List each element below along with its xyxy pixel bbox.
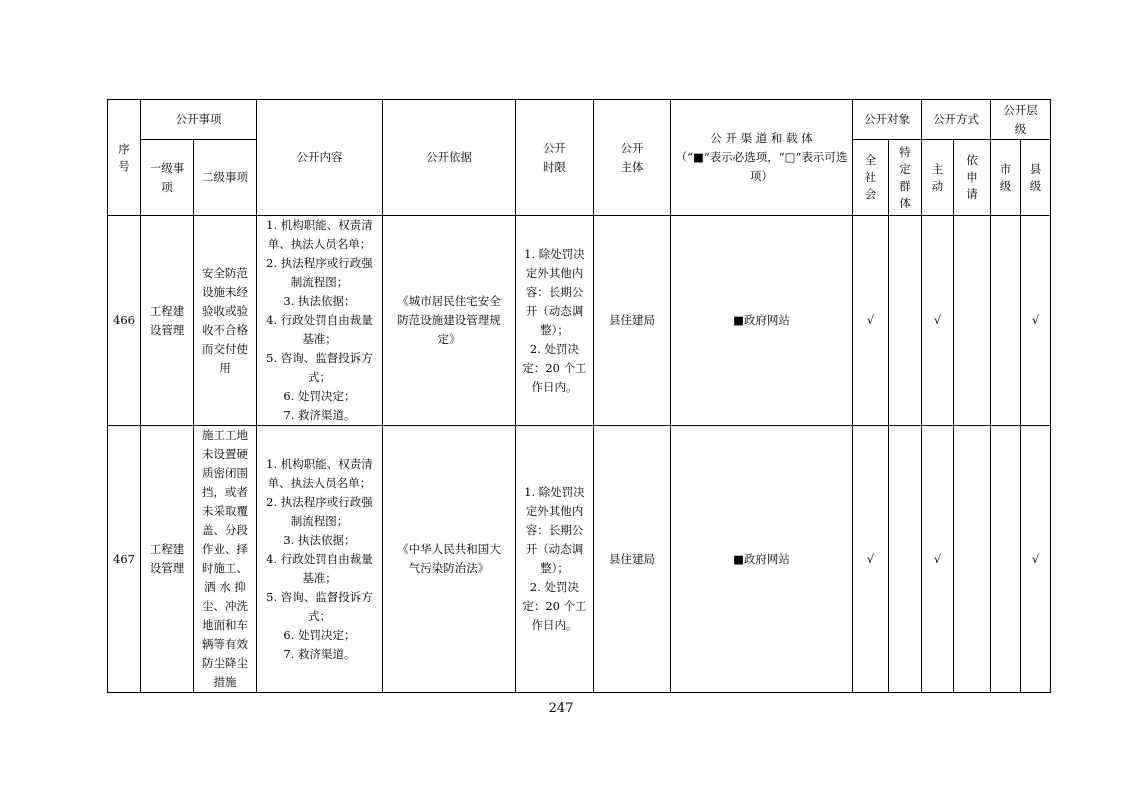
row-seq: 466 bbox=[108, 216, 141, 426]
row-level-county: √ bbox=[1021, 216, 1051, 426]
header-level2: 二级事项 bbox=[194, 140, 257, 216]
row-seq: 467 bbox=[108, 426, 141, 693]
row-method-apply bbox=[954, 216, 991, 426]
header-object: 公开对象 bbox=[853, 100, 922, 140]
row-level-city bbox=[991, 426, 1021, 693]
header-level: 公开层 级 bbox=[991, 100, 1051, 140]
page-number: 247 bbox=[548, 701, 574, 716]
row-level2: 安全防范 设施未经 验收或验 收不合格 而交付使 用 bbox=[194, 216, 257, 426]
row-object-specific bbox=[889, 426, 922, 693]
disclosure-table bbox=[107, 99, 1051, 693]
header-channel: 公 开 渠 道 和 载 体 （“■”表示必选项，“□”表示可选项） bbox=[671, 100, 853, 216]
header-seq: 序 号 bbox=[108, 100, 141, 216]
row-level1: 工程建 设管理 bbox=[141, 426, 194, 693]
header-basis: 公开依据 bbox=[383, 100, 516, 216]
header-method-apply: 依 申 请 bbox=[954, 140, 991, 216]
row-basis: 《城市居民住宅安全 防范设施建设管理规 定》 bbox=[383, 216, 516, 426]
header-method: 公开方式 bbox=[922, 100, 991, 140]
row-level-city bbox=[991, 216, 1021, 426]
row-content: 1. 机构职能、权责清 单、执法人员名单； 2. 执法程序或行政强 制流程图； 3. 执法依据； 4. 行政处罚自由裁量 基准； 5. 咨询、监督投诉方 式； 6. 处罚决定； 7. 救济渠道。 bbox=[257, 216, 383, 426]
row-channel: ■政府网站 bbox=[671, 426, 853, 693]
row-method-active: √ bbox=[922, 216, 954, 426]
row-channel: ■政府网站 bbox=[671, 216, 853, 426]
header-time-limit: 公开 时限 bbox=[516, 100, 594, 216]
header-level1: 一级事 项 bbox=[141, 140, 194, 216]
row-level2: 施工工地 未设置硬 质密闭围 挡，或者 未采取覆 盖、分段 作业、择 时施工、 洒 水 抑 尘、冲洗 地面和车 辆等有效 防尘降尘 措施 bbox=[194, 426, 257, 693]
row-subject: 县住建局 bbox=[594, 426, 671, 693]
row-content: 1. 机构职能、权责清 单、执法人员名单； 2. 执法程序或行政强 制流程图； 3. 执法依据； 4. 行政处罚自由裁量 基准； 5. 咨询、监督投诉方 式； 6. 处罚决定； 7. 救济渠道。 bbox=[257, 426, 383, 693]
row-object-all: √ bbox=[853, 216, 889, 426]
row-level-county: √ bbox=[1021, 426, 1051, 693]
row-level1: 工程建 设管理 bbox=[141, 216, 194, 426]
row-object-all: √ bbox=[853, 426, 889, 693]
table-row bbox=[108, 426, 1051, 693]
table-row bbox=[108, 216, 1051, 426]
header-method-active: 主 动 bbox=[922, 140, 954, 216]
header-object-all: 全 社 会 bbox=[853, 140, 889, 216]
row-method-apply bbox=[954, 426, 991, 693]
row-time-limit: 1. 除处罚决 定外其他内 容：长期公 开（动态调 整）； 2. 处罚决 定：20 个工 作日内。 bbox=[516, 426, 594, 693]
header-matter: 公开事项 bbox=[141, 100, 257, 140]
header-subject: 公开 主体 bbox=[594, 100, 671, 216]
row-method-active: √ bbox=[922, 426, 954, 693]
header-content: 公开内容 bbox=[257, 100, 383, 216]
row-time-limit: 1. 除处罚决 定外其他内 容：长期公 开（动态调 整）； 2. 处罚决 定：20 个工 作日内。 bbox=[516, 216, 594, 426]
header-level-county: 县 级 bbox=[1021, 140, 1051, 216]
row-basis: 《中华人民共和国大 气污染防治法》 bbox=[383, 426, 516, 693]
header-object-specific: 特 定 群 体 bbox=[889, 140, 922, 216]
header-row-1 bbox=[108, 100, 1051, 140]
row-subject: 县住建局 bbox=[594, 216, 671, 426]
header-level-city: 市 级 bbox=[991, 140, 1021, 216]
row-object-specific bbox=[889, 216, 922, 426]
